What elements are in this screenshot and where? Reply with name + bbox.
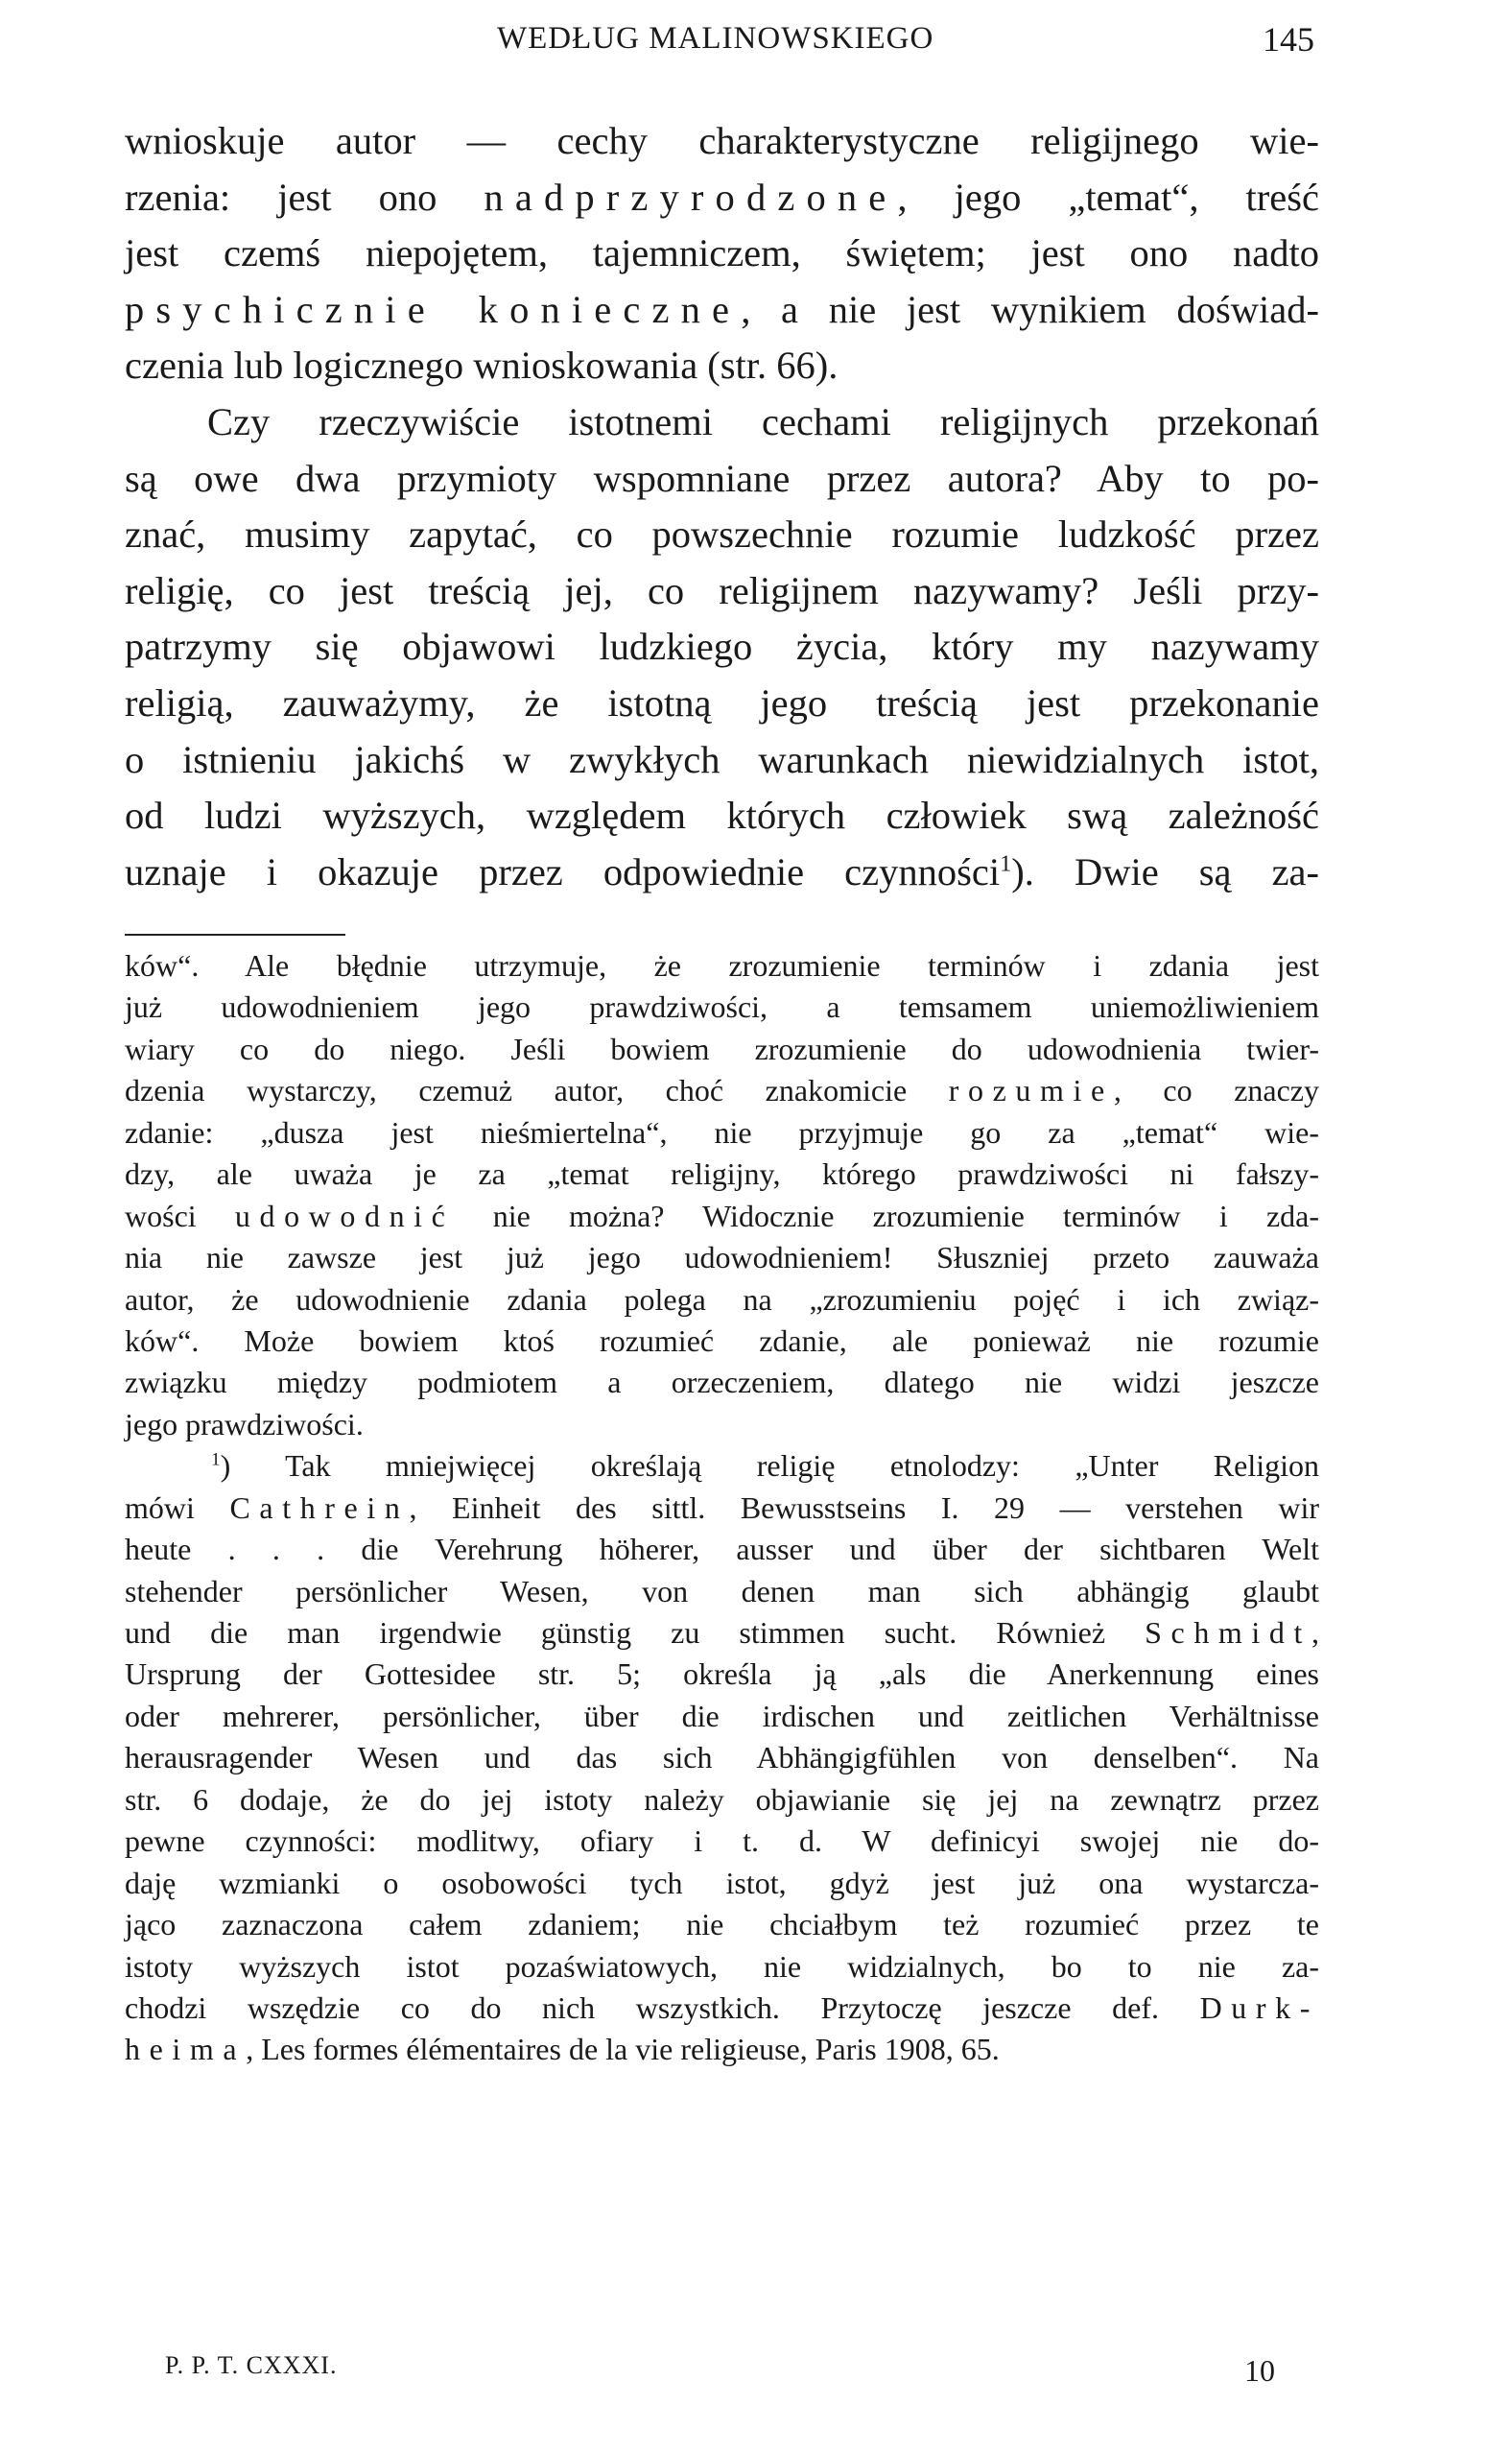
text-line [125, 394, 1319, 451]
text-run: wiary co do niego. Jeśli bowiem zrozumienie do udowodnienia twier- [125, 1031, 1319, 1066]
text-run: , jego „temat“, treść [897, 175, 1319, 219]
footnote-line [125, 1196, 1319, 1237]
text-run: str. 6 dodaje, że do jej istoty należy objawianie się jej na zewnątrz przez [125, 1781, 1319, 1817]
spaced-emphasis: heima [125, 2032, 247, 2067]
text-run: chodzi wszędzie co do nich wszystkich. Przytoczę jeszcze def. [125, 1989, 1200, 2025]
text-run: religią, zauważymy, że istotną jego treścią jest przekonanie [125, 680, 1319, 725]
text-run: dzy, ale uważa je za „temat religijny, którego prawdziwości ni fałszy- [125, 1156, 1319, 1192]
text-run: rzenia: jest ono [125, 175, 484, 219]
footnotes [125, 945, 1319, 2071]
text-run: związku między podmiotem a orzeczeniem, dlatego nie widzi jeszcze [125, 1365, 1319, 1400]
text-line [125, 451, 1319, 508]
footnote-line [125, 1696, 1319, 1737]
footnote-line [125, 987, 1319, 1028]
footnote-line [125, 1571, 1319, 1612]
text-run: zdanie: „dusza jest nieśmiertelna“, nie przyjmuje go za „temat“ wie- [125, 1114, 1319, 1150]
text-run: jąco zaznaczona całem zdaniem; nie chciałbym też rozumieć przez te [125, 1907, 1319, 1942]
text-line [125, 676, 1319, 732]
spaced-emphasis: udowodnić [234, 1198, 455, 1233]
text-run: , [1311, 1615, 1319, 1650]
footnote-separator [125, 934, 345, 936]
text-run: heute . . . die Verehrung höherer, ausser und über der sichtbaren Welt [125, 1532, 1319, 1567]
footnote-line [125, 1362, 1319, 1403]
text-run: , a nie jest wynikiem doświad- [741, 287, 1319, 331]
text-run: religię, co jest treścią jej, co religijnem nazywamy? Jeśli przy- [125, 568, 1319, 612]
text-run: wnioskuje autor — cechy charakterystyczne religijnego wie- [125, 119, 1319, 162]
footnote-line [125, 1863, 1319, 1904]
text-line [125, 170, 1319, 226]
text-run: oder mehrerer, persönlicher, über die irdischen und zeitlichen Verhältnisse [125, 1698, 1319, 1733]
text-run: mówi [125, 1489, 230, 1525]
footnote-marker: 1 [211, 1449, 221, 1470]
text-run: dzenia wystarczy, czemuż autor, choć znakomicie [125, 1073, 949, 1108]
text-run: pewne czynności: modlitwy, ofiary i t. d. W definicyi swojej nie do- [125, 1823, 1319, 1859]
footnote-line [125, 1404, 1319, 1445]
running-title: WEDŁUG MALINOWSKIEGO [497, 21, 934, 56]
footnote-line [125, 1445, 1319, 1487]
footnote-line [125, 1779, 1319, 1821]
running-head [125, 15, 1314, 63]
footnote-line [125, 1612, 1319, 1654]
text-run: już udowodnieniem jego prawdziwości, a temsamem uniemożliwieniem [125, 989, 1319, 1025]
spaced-emphasis: Cathrein [229, 1489, 410, 1525]
text-line [125, 113, 1319, 170]
text-run: herausragender Wesen und das sich Abhängigfühlen von denselben“. Na [125, 1740, 1319, 1775]
text-run: o istnieniu jakichś w zwykłych warunkach niewidzialnych istot, [125, 737, 1319, 781]
text-run: istoty wyższych istot pozaświatowych, nie widzialnych, bo to nie za- [125, 1948, 1319, 1984]
text-run: czenia lub logicznego wnioskowania (str. 66). [125, 344, 839, 388]
footnote-line [125, 1029, 1319, 1070]
sheet-number: 10 [1244, 2353, 1275, 2388]
footnote-line [125, 1654, 1319, 1695]
text-run: znać, musimy zapytać, co powszechnie rozumie ludzkość przez [125, 512, 1319, 557]
spaced-emphasis: Durk- [1199, 1989, 1319, 2025]
footnote-line [125, 1737, 1319, 1778]
text-run: jest czemś niepojętem, tajemniczem, świętem; jest ono nadto [125, 231, 1319, 275]
spaced-emphasis: Schmidt [1145, 1615, 1311, 1650]
footnote-line [125, 1070, 1319, 1111]
page-number: 145 [1263, 20, 1314, 59]
text-line [125, 282, 1319, 339]
text-run: ). Dwie są za- [1011, 849, 1320, 893]
footnote-line [125, 1988, 1319, 2029]
footnote-line [125, 1821, 1319, 1862]
spaced-emphasis: rozumie [948, 1073, 1114, 1108]
text-run: Czy rzeczywiście istotnemi cechami religijnych przekonań [207, 399, 1319, 443]
page-footer [165, 2344, 1316, 2392]
text-run: ków“. Może bowiem ktoś rozumieć zdanie, ale ponieważ nie rozumie [125, 1322, 1319, 1358]
text-line [125, 563, 1319, 620]
text-run: Ursprung der Gottesidee str. 5; określa ją „als die Anerkennung eines [125, 1656, 1319, 1692]
text-line [125, 788, 1319, 845]
text-run: wości [125, 1198, 235, 1233]
text-line [125, 732, 1319, 789]
text-run: autor, że udowodnienie zdania polega na „zrozumieniu pojęć i ich związ- [125, 1281, 1319, 1317]
footnote-line [125, 1904, 1319, 1945]
text-line [125, 619, 1319, 676]
footnote-line [125, 945, 1319, 987]
text-run: , co znaczy [1113, 1073, 1320, 1108]
footnote-line [125, 1112, 1319, 1154]
text-line [125, 507, 1319, 563]
spaced-emphasis: nadprzyrodzone [484, 175, 898, 219]
text-run: , Einheit des sittl. Bewusstseins I. 29 — verstehen wir [409, 1489, 1320, 1525]
footnote-line [125, 2029, 1319, 2070]
spaced-emphasis: psychicznie konieczne [125, 287, 742, 331]
footnote-line [125, 1529, 1319, 1570]
text-run: stehender persönlicher Wesen, von denen man sich abhängig glaubt [125, 1573, 1319, 1608]
text-line [125, 845, 1319, 901]
text-run: und die man irgendwie günstig zu stimmen sucht. Również [125, 1615, 1146, 1650]
text-run: jego prawdziwości. [125, 1406, 364, 1441]
text-run: ) Tak mniejwięcej określają religię etnolodzy: „Unter Religion [220, 1448, 1319, 1484]
footnote-line [125, 1321, 1319, 1362]
footnote-line [125, 1237, 1319, 1278]
footnote-line [125, 1488, 1319, 1529]
text-run: patrzymy się objawowi ludzkiego życia, który my nazywamy [125, 625, 1319, 669]
text-run: ków“. Ale błędnie utrzymuje, że zrozumienie terminów i zdania jest [125, 948, 1319, 983]
text-run: daję wzmianki o osobowości tych istot, gdyż jest już ona wystarcza- [125, 1865, 1319, 1900]
text-run: od ludzi wyższych, względem których człowiek swą zależność [125, 794, 1319, 838]
footnote-line [125, 1154, 1319, 1195]
printer-signature: P. P. T. CXXXI. [165, 2351, 338, 2379]
footnote-line [125, 1279, 1319, 1321]
text-line [125, 338, 1319, 394]
main-text [125, 113, 1319, 900]
text-run: nie można? Widocznie zrozumienie terminów i zda- [454, 1198, 1320, 1233]
footnote-line [125, 1946, 1319, 1988]
footnote-marker: 1 [1000, 850, 1012, 877]
text-run: są owe dwa przymioty wspomniane przez autora? Aby to po- [125, 456, 1319, 500]
text-run: uznaje i okazuje przez odpowiednie czynności [125, 849, 1001, 893]
text-run: nia nie zawsze jest już jego udowodnieniem! Słuszniej przeto zauważa [125, 1240, 1319, 1275]
text-line [125, 226, 1319, 282]
text-run: , Les formes élémentaires de la vie religieuse, Paris 1908, 65. [246, 2032, 1000, 2067]
